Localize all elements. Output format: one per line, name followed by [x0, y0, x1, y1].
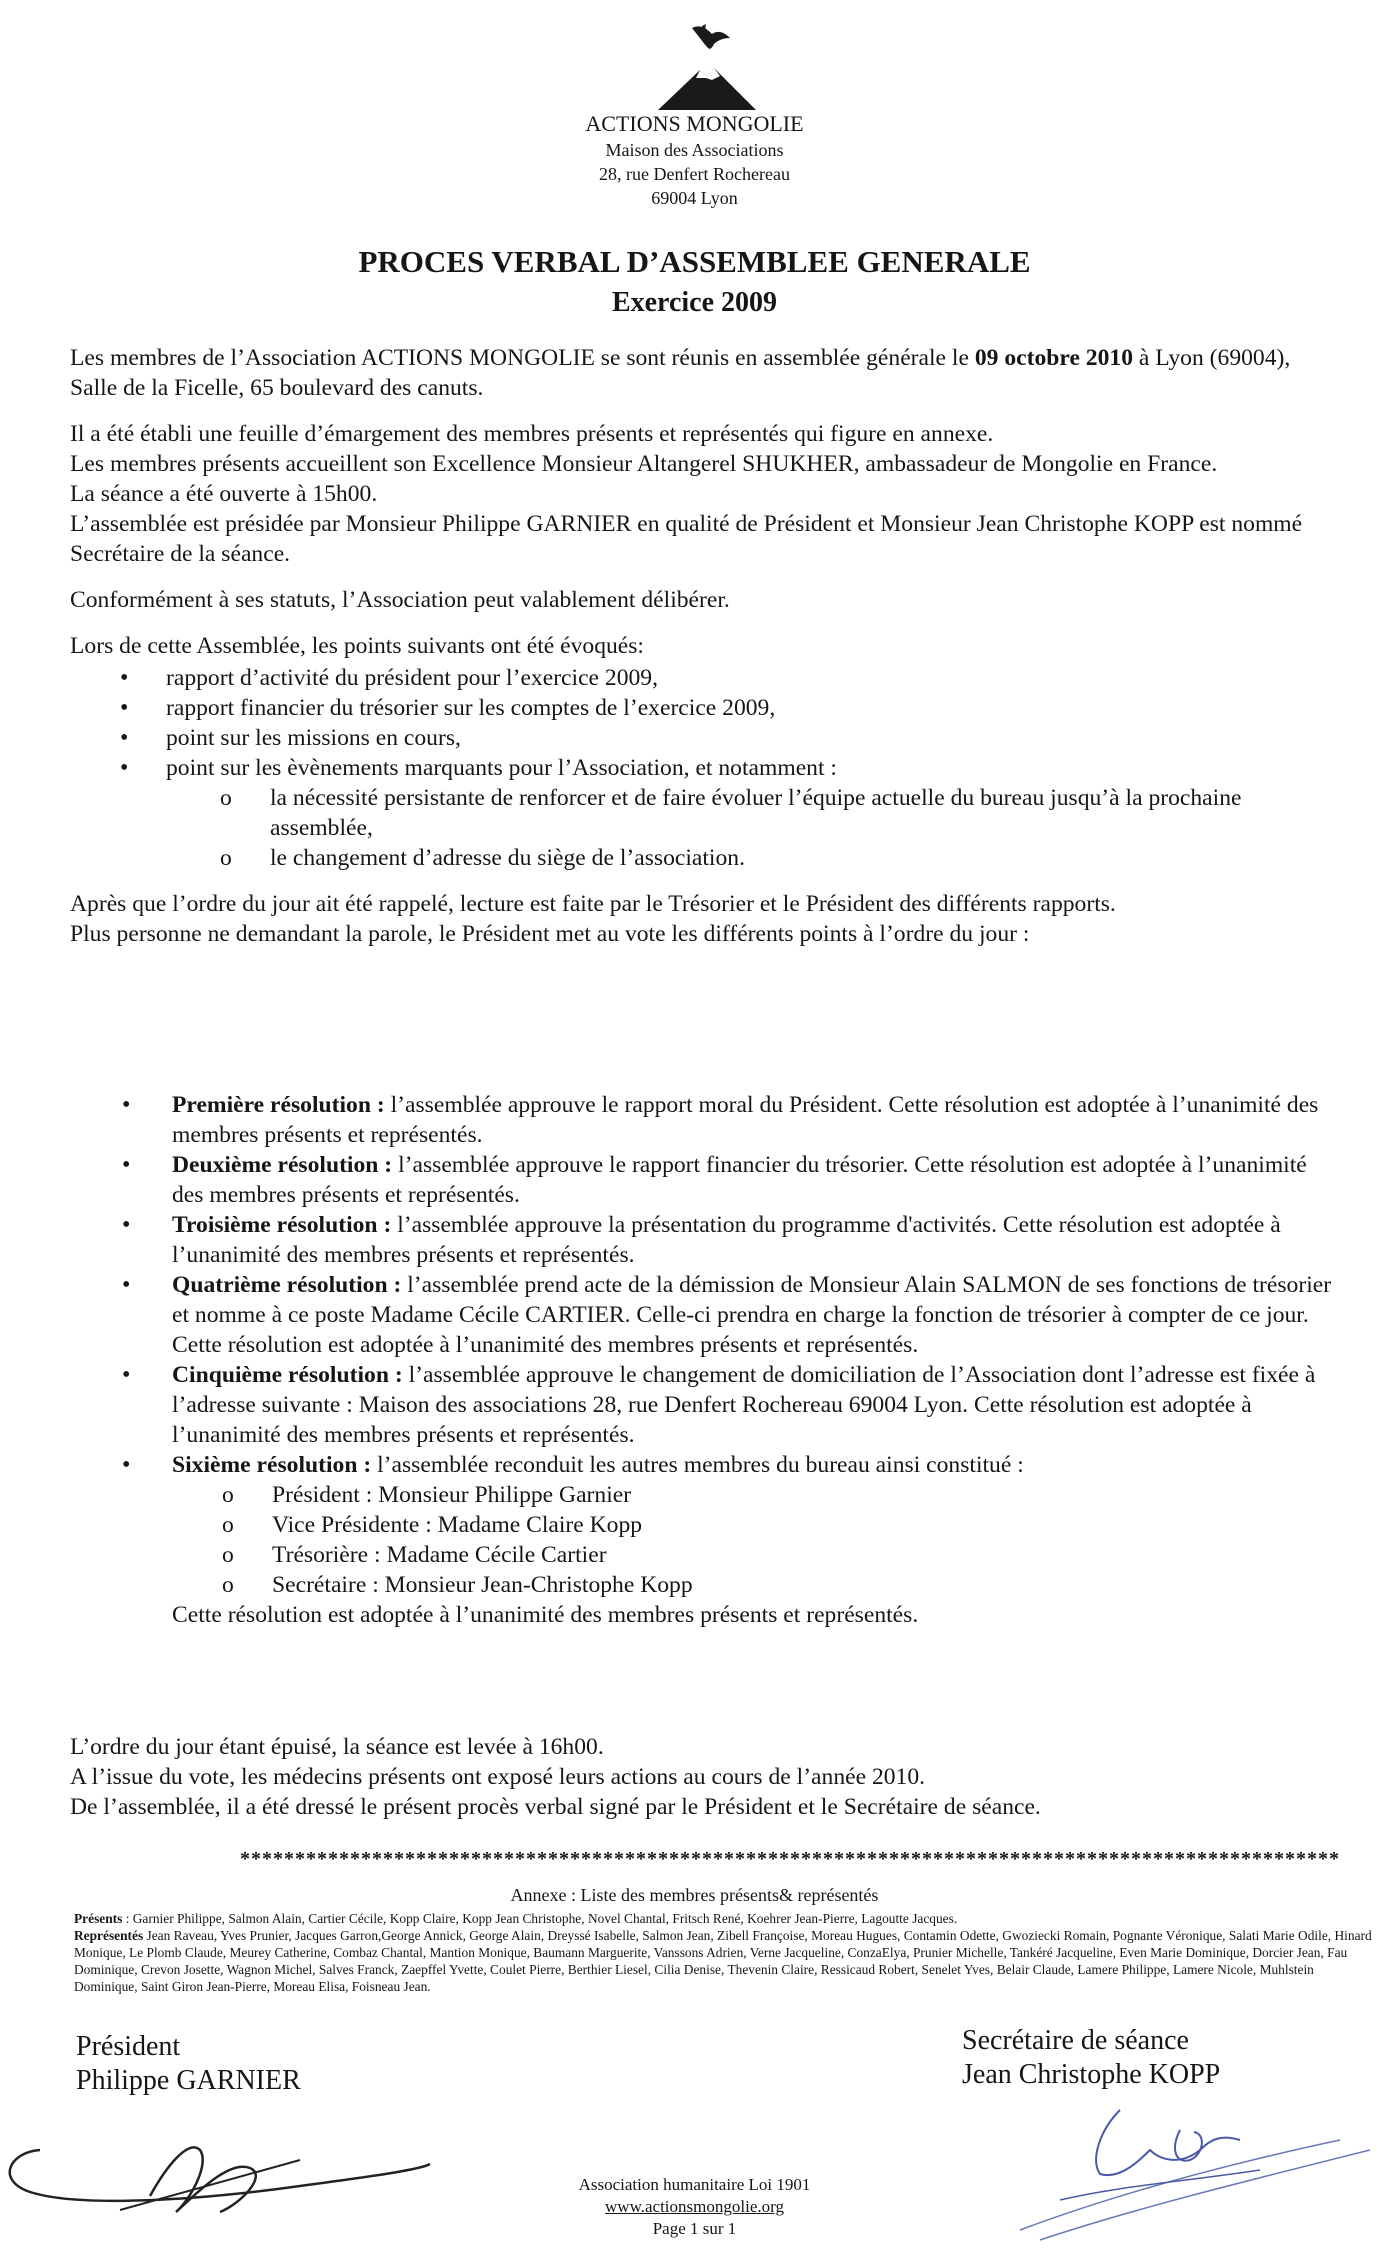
footer-association: Association humanitaire Loi 1901 — [578, 2175, 811, 2194]
org-address-1: Maison des Associations — [605, 140, 784, 160]
representes-list: Jean Raveau, Yves Prunier, Jacques Garron,George Annick, George Alain, Dreyssé Isabelle, Salmon Jean, Zibell Françoise, Moreau Hugues, Contamin Odette, Gwoziecki Romain, Pognante Véronique, Salati Marie Odile, Hinard Monique, Le Plomb Claude, Meurey Catherine, Combaz Chantal, Mantion Monique, Baumann Marguerite, Vanssons Adrien, Verne Jacqueline, ConzaElya, Prunier Michelle, Tankéré Jacqueline, Even Marie Dominique, Dorcier Jean, Fau Dominique, Crevon Josette, Wagnon Michel, Salves Franck, Zaepffel Yvette, Coulet Pierre, Berthier Liesel, Cilia Denise, Thevenin Claire, Ressicaud Robert, Senelet Yves, Belair Claude, Lamere Philippe, Lamere Nicole, Muhlstein Dominique, Saint Giron Jean-Pierre, Moreau Elisa, Foisneau Jean. — [74, 1928, 1372, 1994]
resolution-text: l’assemblée approuve le rapport moral du Président. Cette résolution est adoptée à l’unanimité des membres présents et représentés. — [172, 1092, 1319, 1148]
resolution-label: Cinquième résolution : — [172, 1362, 403, 1388]
closing-line-1: L’ordre du jour étant épuisé, la séance est levée à 16h00. — [70, 1734, 604, 1760]
representes-label: Représentés — [74, 1928, 144, 1943]
opening-time-line: La séance a été ouverte à 15h00. — [70, 481, 378, 507]
bureau-member: o Secrétaire : Monsieur Jean-Christophe Kopp — [70, 1570, 1340, 1600]
president-signature-block — [76, 2030, 301, 2098]
quorum-paragraph: Conformément à ses statuts, l’Association peut valablement délibérer. — [70, 587, 730, 613]
resolution-item — [70, 1090, 1340, 1150]
presents-list: : Garnier Philippe, Salmon Alain, Cartier Cécile, Kopp Claire, Kopp Jean Christophe, Novel Chantal, Fritsch René, Koehrer Jean-Pierre, Lagoutte Jacques. — [122, 1911, 958, 1926]
agenda-item: • rapport d’activité du président pour l’exercice 2009, — [70, 663, 1340, 693]
org-address-3: 69004 Lyon — [651, 188, 738, 208]
resolution-item — [70, 1360, 1340, 1450]
org-address-2: 28, rue Denfert Rochereau — [599, 164, 790, 184]
presents-label: Présents — [74, 1911, 123, 1926]
footer-link-wrapper — [0, 2196, 1389, 2218]
mountain-eagle-logo — [652, 18, 762, 114]
closing-line-3: De l’assemblée, il a été dressé le présent procès verbal signé par le Président et le Secrétaire de séance. — [70, 1794, 1041, 1820]
resolution-text: l’assemblée approuve le changement de domiciliation de l’Association dont l’adresse est fixée à l’adresse suivante : Maison des associations 28, rue Denfert Rochereau 69004 Lyon. Cette résolution est adoptée à l’unanimité des membres présents et représentés. — [172, 1362, 1316, 1448]
president-name: Philippe GARNIER — [76, 2065, 301, 2096]
secretary-signature-block — [962, 2024, 1220, 2092]
vote-intro — [70, 889, 1340, 949]
agenda-subitem: o le changement d’adresse du siège de l’association. — [70, 843, 1340, 873]
resolution-text: l’assemblée approuve la présentation du programme d'activités. Cette résolution est adoptée à l’unanimité des membres présents et représentés. — [172, 1212, 1281, 1268]
resolution-text: l’assemblée approuve le rapport financier du trésorier. Cette résolution est adoptée à l’unanimité des membres présents et représentés. — [172, 1152, 1307, 1208]
chair-line: L’assemblée est présidée par Monsieur Philippe GARNIER en qualité de Président et Monsieur Jean Christophe KOPP est nommé Secrétaire de la séance. — [70, 511, 1303, 567]
separator: **************************************************************************************************** — [240, 1848, 1340, 1870]
agenda-item: • point sur les missions en cours, — [70, 723, 1340, 753]
resolution-label: Deuxième résolution : — [172, 1152, 393, 1178]
resolution-label: Troisième résolution : — [172, 1212, 392, 1238]
intro-paragraph-1 — [70, 343, 1340, 403]
closing-line-2: A l’issue du vote, les médecins présents ont exposé leurs actions au cours de l’année 2010. — [70, 1764, 926, 1790]
attendance-sheet-line: Il a été établi une feuille d’émargement des membres présents et représentés qui figure en annexe. — [70, 421, 994, 447]
resolution-item — [70, 1270, 1340, 1360]
agenda-subitem: o la nécessité persistante de renforcer et de faire évoluer l’équipe actuelle du bureau jusqu’à la prochaine assemblée, — [70, 783, 1340, 843]
sixth-resolution-conclusion: Cette résolution est adoptée à l’unanimité des membres présents et représentés. — [172, 1602, 919, 1628]
intro-section — [70, 343, 1340, 965]
resolution-item — [70, 1450, 1340, 1480]
vote-intro-line-1: Après que l’ordre du jour ait été rappelé, lecture est faite par le Trésorier et le Président des différents rapports. — [70, 891, 1116, 917]
document-title: PROCES VERBAL D’ASSEMBLEE GENERALE — [358, 244, 1031, 279]
resolution-text: l’assemblée prend acte de la démission de Monsieur Alain SALMON de ses fonctions de trésorier et nomme à ce poste Madame Cécile CARTIER. Celle-ci prendra en charge la fonction de trésorier à compter de ce jour. Cette résolution est adoptée à l’unanimité des membres présents et représentés. — [172, 1272, 1332, 1358]
president-role: Président — [76, 2031, 181, 2062]
website-link[interactable]: www.actionsmongolie.org — [605, 2197, 784, 2216]
meeting-date: 09 octobre 2010 — [974, 345, 1133, 371]
bureau-member: o Président : Monsieur Philippe Garnier — [70, 1480, 1340, 1510]
resolution-label: Première résolution : — [172, 1092, 385, 1118]
document-subtitle: Exercice 2009 — [611, 287, 778, 318]
ambassador-line: Les membres présents accueillent son Excellence Monsieur Altangerel SHUKHER, ambassadeur de Mongolie en France. — [70, 451, 1218, 477]
agenda-item: • rapport financier du trésorier sur les comptes de l’exercice 2009, — [70, 693, 1340, 723]
resolution-item — [70, 1210, 1340, 1270]
annexe-title: Annexe : Liste des membres présents& représentés — [510, 1885, 879, 1905]
intro-text-before: Les membres de l’Association ACTIONS MONGOLIE se sont réunis en assemblée générale le — [70, 345, 975, 371]
agenda-item: • point sur les èvènements marquants pour l’Association, et notamment : — [70, 753, 1340, 783]
bureau-member: o Trésorière : Madame Cécile Cartier — [70, 1540, 1340, 1570]
org-name: ACTIONS MONGOLIE — [585, 111, 804, 136]
resolution-item — [70, 1150, 1340, 1210]
annexe-list — [74, 1910, 1374, 1995]
secretary-name: Jean Christophe KOPP — [962, 2059, 1221, 2090]
resolution-label: Quatrième résolution : — [172, 1272, 402, 1298]
intro-text-after: à Lyon (69004), Salle de la Ficelle, 65 boulevard des canuts. — [70, 345, 1291, 401]
resolution-label: Sixième résolution : — [172, 1452, 372, 1478]
closing-section — [70, 1732, 1340, 1822]
vote-intro-line-2: Plus personne ne demandant la parole, le Président met au vote les différents points à l’ordre du jour : — [70, 921, 1030, 947]
resolution-text: l’assemblée reconduit les autres membres du bureau ainsi constitué : — [371, 1452, 1024, 1478]
secretary-role: Secrétaire de séance — [962, 2025, 1189, 2056]
resolutions-section — [70, 1090, 1340, 1630]
bureau-member: o Vice Présidente : Madame Claire Kopp — [70, 1510, 1340, 1540]
intro-paragraph-2 — [70, 419, 1340, 569]
agenda-intro: Lors de cette Assemblée, les points suivants ont été évoqués: — [70, 633, 644, 659]
page-number: Page 1 sur 1 — [652, 2219, 737, 2238]
